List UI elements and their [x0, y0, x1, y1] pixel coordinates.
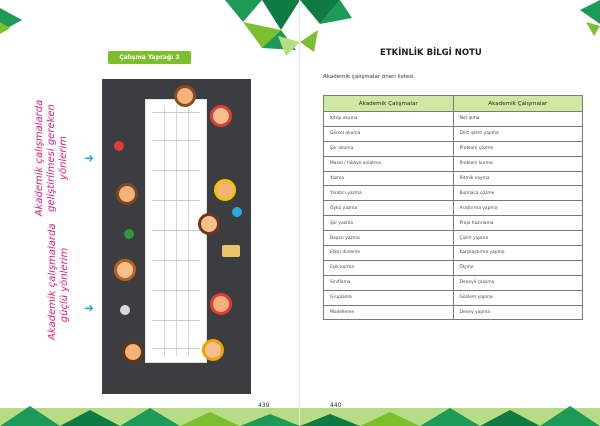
table-row	[324, 186, 583, 201]
table-cell: Şiir yazma	[324, 216, 454, 231]
table-row	[324, 305, 583, 320]
table-row	[324, 275, 583, 290]
table-row	[324, 112, 583, 127]
table-cell: Modelleme	[324, 305, 454, 320]
table-cell: Başarı yazma	[324, 231, 454, 246]
table-cell: Etkin dinleme	[324, 246, 454, 261]
table-cell: Ölçme	[453, 260, 583, 275]
table-cell: Gözlem yapma	[453, 290, 583, 305]
table-header-row	[324, 96, 583, 112]
table-cell: Kitap okuma	[324, 112, 454, 127]
table-cell: Şiir okuma	[324, 141, 454, 156]
table-cell: Çizim yapma	[453, 231, 583, 246]
table-cell: Araştırma yapma	[453, 201, 583, 216]
table-cell: Görsel okuma	[324, 126, 454, 141]
side-label-strengths-line: güçlü yönlerim	[59, 247, 70, 323]
chalkboard-illustration	[102, 79, 251, 394]
child-icon	[174, 85, 196, 107]
globe-icon	[232, 207, 242, 217]
table-row	[324, 246, 583, 261]
arrow-right-icon: ➜	[84, 301, 95, 315]
lined-paper	[145, 99, 207, 363]
table-cell: Ritmik sayma	[453, 171, 583, 186]
intro-text: Akademik çalışmalar öneri listesi.	[323, 74, 416, 80]
table-cell: Eşik kurma	[324, 260, 454, 275]
table-header-cell: Akademik Çalışmalar	[324, 96, 454, 112]
clock-icon	[120, 305, 130, 315]
side-label-strengths-line: Akademik çalışmalarda	[47, 223, 58, 340]
table-cell: Deney yapma	[453, 305, 583, 320]
table-header-cell: Akademik Çalışmalar	[453, 96, 583, 112]
child-icon	[198, 213, 220, 235]
table-row	[324, 231, 583, 246]
table-row	[324, 260, 583, 275]
table-cell: Karşılaştırma yapma	[453, 246, 583, 261]
academic-activities-table	[323, 95, 583, 320]
page-heading: ETKİNLİK BİLGİ NOTU	[380, 48, 482, 58]
page-number-right: 440	[330, 402, 342, 409]
table-row	[324, 290, 583, 305]
child-icon	[210, 105, 232, 127]
table-cell: Deneyli çalışma	[453, 275, 583, 290]
table-cell: Bulmaca çözme	[453, 186, 583, 201]
table-cell: Not alma	[453, 112, 583, 127]
book-icon	[222, 245, 240, 257]
child-icon	[202, 339, 224, 361]
table-cell: Problem kurma	[453, 156, 583, 171]
table-cell: Sınıflama	[324, 275, 454, 290]
ball-icon	[114, 141, 124, 151]
table-row	[324, 156, 583, 171]
table-cell: Dört işlem yapma	[453, 126, 583, 141]
table-row	[324, 171, 583, 186]
worksheet-badge: Çalışma Yaprağı 2	[108, 51, 191, 64]
side-label-improve	[34, 98, 70, 218]
child-icon	[114, 259, 136, 281]
table-cell: Proje hazırlama	[453, 216, 583, 231]
page-spine	[299, 0, 300, 426]
table-cell: Masal / hikâye anlatma	[324, 156, 454, 171]
table-row	[324, 201, 583, 216]
bottom-decoration	[0, 396, 600, 426]
page-number-left: 439	[258, 402, 270, 409]
side-label-improve-line: yönlerim	[58, 136, 69, 180]
table-cell: Öykü yazma	[324, 201, 454, 216]
table-cell: Gruplama	[324, 290, 454, 305]
child-icon	[210, 293, 232, 315]
plant-icon	[124, 229, 134, 239]
child-icon	[214, 179, 236, 201]
side-label-improve-line: Akademik çalışmalarda	[34, 99, 45, 217]
table-cell: Problem çözme	[453, 141, 583, 156]
table-cell: Yazma	[324, 171, 454, 186]
table-row	[324, 126, 583, 141]
side-label-strengths	[47, 223, 71, 340]
table-row	[324, 141, 583, 156]
table-row	[324, 216, 583, 231]
table-cell: Yaratıcı yazma	[324, 186, 454, 201]
child-icon	[116, 183, 138, 205]
side-label-improve-line: geliştirilmesi gereken	[46, 104, 57, 212]
child-icon	[122, 341, 144, 363]
arrow-right-icon: ➜	[84, 151, 95, 165]
